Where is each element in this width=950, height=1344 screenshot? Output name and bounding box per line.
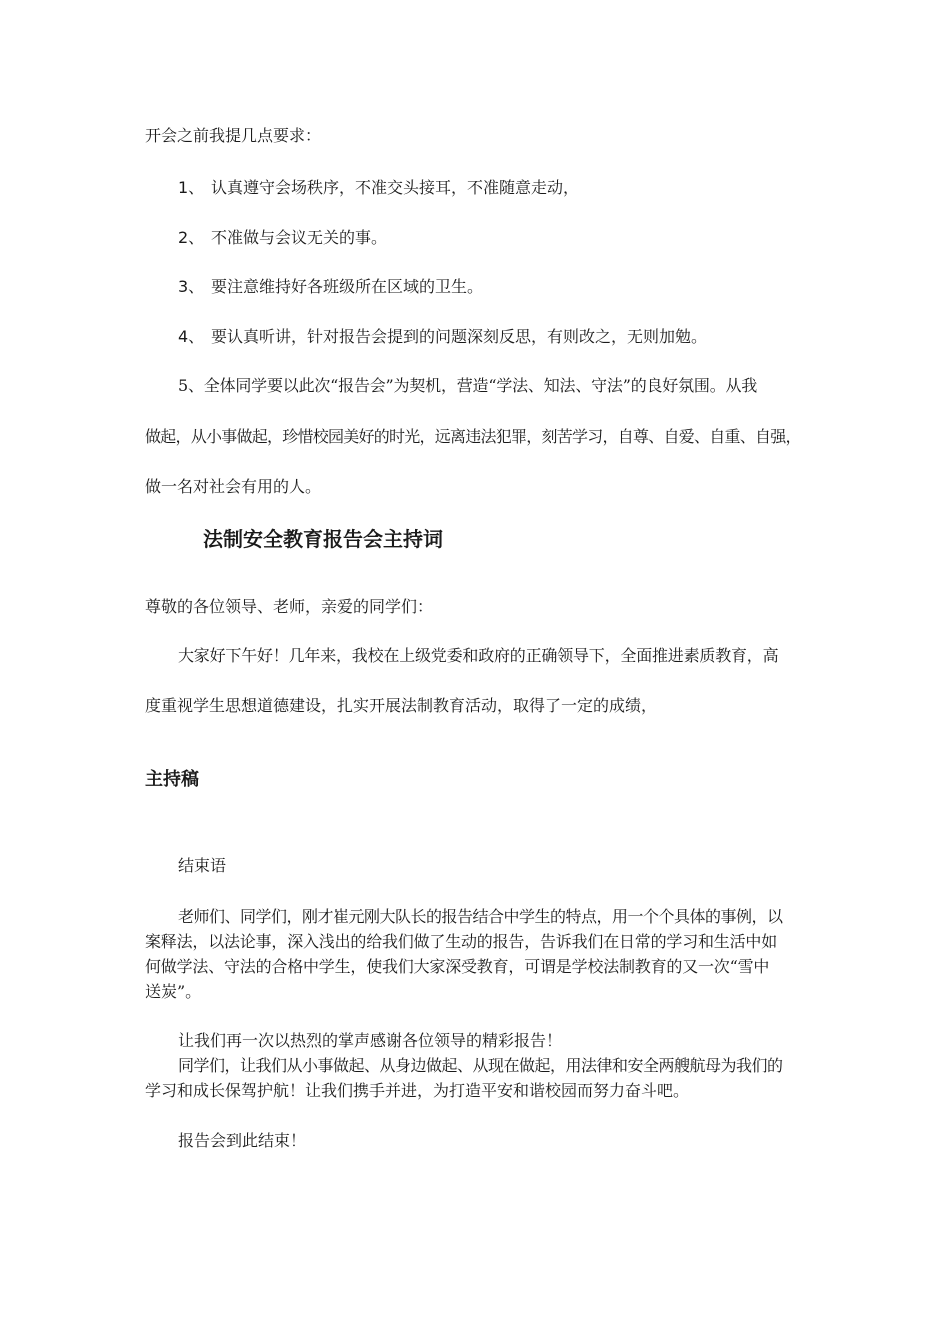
end-line: 报告会到此结束！ [178,1131,307,1150]
welcome-line-2: 度重视学生思想道德建设，扎实开展法制教育活动，取得了一定的成绩， [145,696,658,715]
requirement-text: 不准做与会议无关的事。 [211,228,388,247]
requirement-item [178,228,387,248]
requirement-text: 要注意维持好各班级所在区域的卫生。 [211,277,484,296]
closing-heading: 结束语 [178,856,227,875]
closing-paragraph-line: 何做学法、守法的合格中学生，使我们大家深受教育，可谓是学校法制教育的又一次“雪中 [145,957,770,976]
greeting: 尊敬的各位领导、老师，亲爱的同学们： [145,597,434,616]
intro-text: 开会之前我提几点要求： [145,126,322,145]
requirement-number: 1、 [178,178,205,197]
closing-paragraph-line: 老师们、同学们，刚才崔元刚大队长的报告结合中学生的特点，用一个个具体的事例，以 [178,907,783,926]
requirement-5-line-3: 做一名对社会有用的人。 [145,477,322,496]
requirement-text: 认真遵守会场秩序，不准交头接耳，不准随意走动， [211,178,580,197]
requirement-number: 2、 [178,228,205,247]
thanks-line: 让我们再一次以热烈的掌声感谢各位领导的精彩报告！ [178,1031,563,1050]
requirement-number: 4、 [178,327,205,346]
welcome-line-1: 大家好下午好！几年来，我校在上级党委和政府的正确领导下，全面推进素质教育，高 [178,646,779,665]
closing-paragraph-line: 案释法，以法论事，深入浅出的给我们做了生动的报告，告诉我们在日常的学习和生活中如 [145,932,778,951]
requirement-number: 3、 [178,277,205,296]
requirement-item [178,277,483,297]
final-paragraph-line: 学习和成长保驾护航！让我们携手并进，为打造平安和谐校园而努力奋斗吧。 [145,1081,690,1100]
requirement-text: 要认真听讲，针对报告会提到的问题深刻反思，有则改之，无则加勉。 [211,327,708,346]
requirement-item [178,327,707,347]
final-paragraph-line: 同学们，让我们从小事做起、从身边做起、从现在做起，用法律和安全两艘航母为我们的 [178,1056,783,1075]
requirement-5-line-1: 5、全体同学要以此次“报告会”为契机，营造“学法、知法、守法”的良好氛围。从我 [178,376,758,395]
requirement-item [178,178,579,198]
document-title: 法制安全教育报告会主持词 [203,527,443,551]
requirement-5-line-2: 做起，从小事做起，珍惜校园美好的时光，远离违法犯罪，刻苦学习，自尊、自爱、自重、自强， [145,427,801,446]
closing-paragraph-line: 送炭”。 [145,982,202,1001]
section-heading: 主持稿 [145,769,199,790]
